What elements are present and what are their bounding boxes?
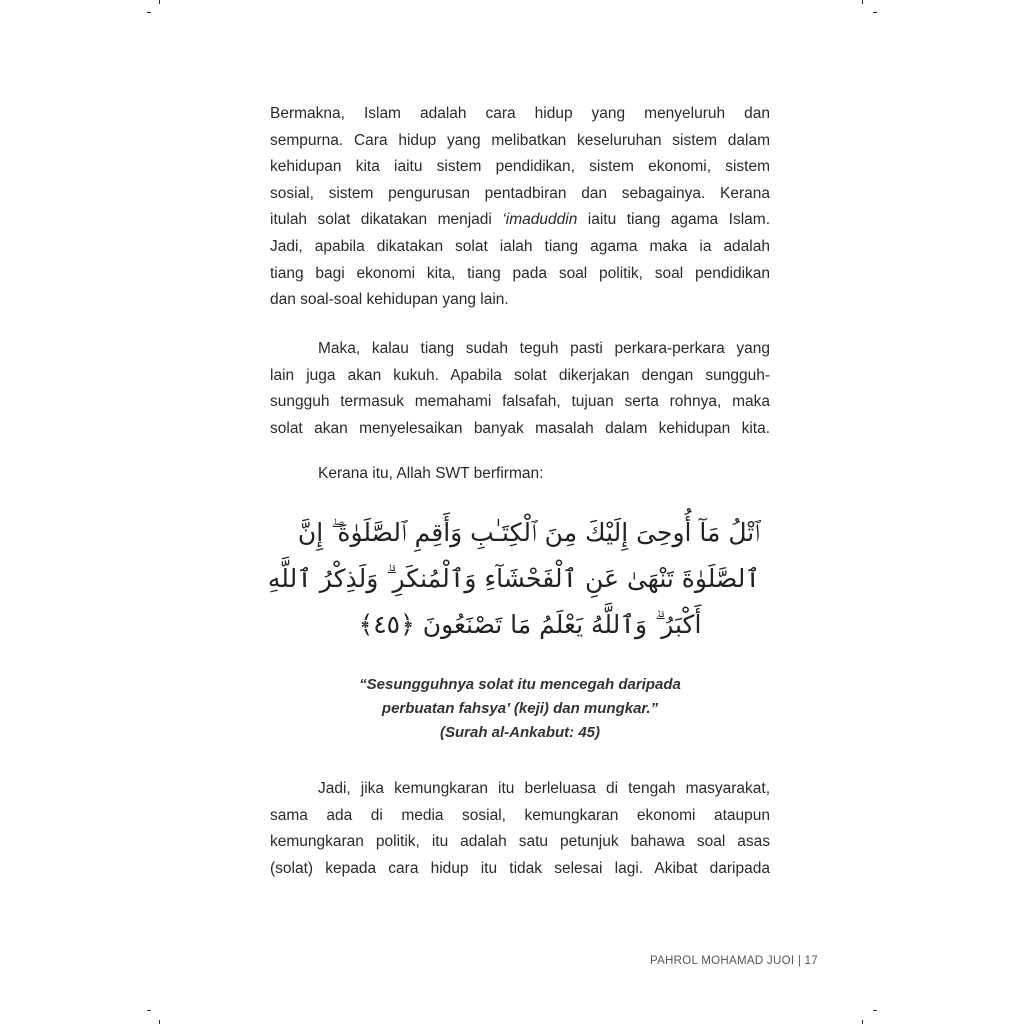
page-footer: PAHROL MOHAMAD JUOI | 17 xyxy=(649,955,818,967)
crop-mark xyxy=(147,1010,151,1011)
crop-mark xyxy=(862,0,863,4)
text-line: dan soal-soal kehidupan yang lain. xyxy=(270,291,509,309)
text-line xyxy=(270,207,770,234)
text-line: kemungkaran politik, itu adalah satu petunjuk bahawa soal asas xyxy=(270,833,770,851)
arabic-line: ٱلصَّلَوٰةَ تَنْهَىٰ عَنِ ٱلْفَحْشَآءِ وَٱلْمُنكَرِ ۗ وَلَذِكْرُ ٱللَّهِ xyxy=(267,564,760,593)
crop-mark xyxy=(873,12,877,13)
text-line: (solat) kepada cara hidup itu tidak selesai lagi. Akibat daripada xyxy=(270,859,770,877)
translation-line: perbuatan fahsya’ (keji) dan mungkar.” xyxy=(381,700,659,717)
arabic-line: ٱتْلُ مَآ أُوحِىَ إِلَيْكَ مِنَ ٱلْكِتَـٰبِ وَأَقِمِ ٱلصَّلَوٰةَ ۖ إِنَّ xyxy=(297,518,760,547)
crop-mark xyxy=(159,0,160,4)
italic-term: ‘imaduddin xyxy=(502,211,578,229)
paragraph-2 xyxy=(270,336,770,442)
text-line: Bermakna, Islam adalah cara hidup yang menyeluruh dan xyxy=(270,105,770,122)
paragraph-3 xyxy=(270,461,770,488)
text-line: tiang bagi ekonomi kita, tiang pada soal politik, soal pendidikan xyxy=(270,264,770,282)
verse-translation xyxy=(270,673,770,745)
text-line: solat akan menyelesaikan banyak masalah dalam kehidupan kita. xyxy=(270,419,770,437)
text-line: sempurna. Cara hidup yang melibatkan keseluruhan sistem dalam xyxy=(270,131,770,149)
text-span: itulah solat dikatakan menjadi xyxy=(270,211,503,229)
text-line: Maka, kalau tiang sudah teguh pasti perkara-perkara yang xyxy=(318,340,770,357)
text-line: sungguh termasuk memahami falsafah, tujuan serta rohnya, maka xyxy=(270,393,770,411)
paragraph-1 xyxy=(270,101,770,314)
crop-mark xyxy=(159,1020,160,1024)
verse-reference: (Surah al-Ankabut: 45) xyxy=(439,724,601,741)
translation-line: “Sesungguhnya solat itu mencegah daripada xyxy=(359,676,681,693)
text-line: Jadi, apabila dikatakan solat ialah tiang agama maka ia adalah xyxy=(270,237,770,255)
arabic-line: أَكْبَرُ ۗ وَٱللَّهُ يَعْلَمُ مَا تَصْنَعُونَ ﴿٤٥﴾ xyxy=(358,610,702,639)
text-line: sosial, sistem pengurusan pentadbiran dan sebagainya. Kerana xyxy=(270,184,770,202)
text-span: iaitu tiang agama Islam. xyxy=(577,211,770,229)
text-line: Kerana itu, Allah SWT berfirman: xyxy=(318,465,544,482)
crop-mark xyxy=(147,12,151,13)
paragraph-4 xyxy=(270,776,770,882)
crop-mark xyxy=(873,1010,877,1011)
text-line: lain juga akan kukuh. Apabila solat dikerjakan dengan sungguh- xyxy=(270,366,770,384)
arabic-verse xyxy=(267,510,760,648)
text-line: sama ada di media sosial, kemungkaran ekonomi ataupun xyxy=(270,806,770,824)
text-line: kehidupan kita iaitu sistem pendidikan, sistem ekonomi, sistem xyxy=(270,158,770,176)
text-line: Jadi, jika kemungkaran itu berleluasa di tengah masyarakat, xyxy=(318,780,770,797)
crop-mark xyxy=(862,1020,863,1024)
